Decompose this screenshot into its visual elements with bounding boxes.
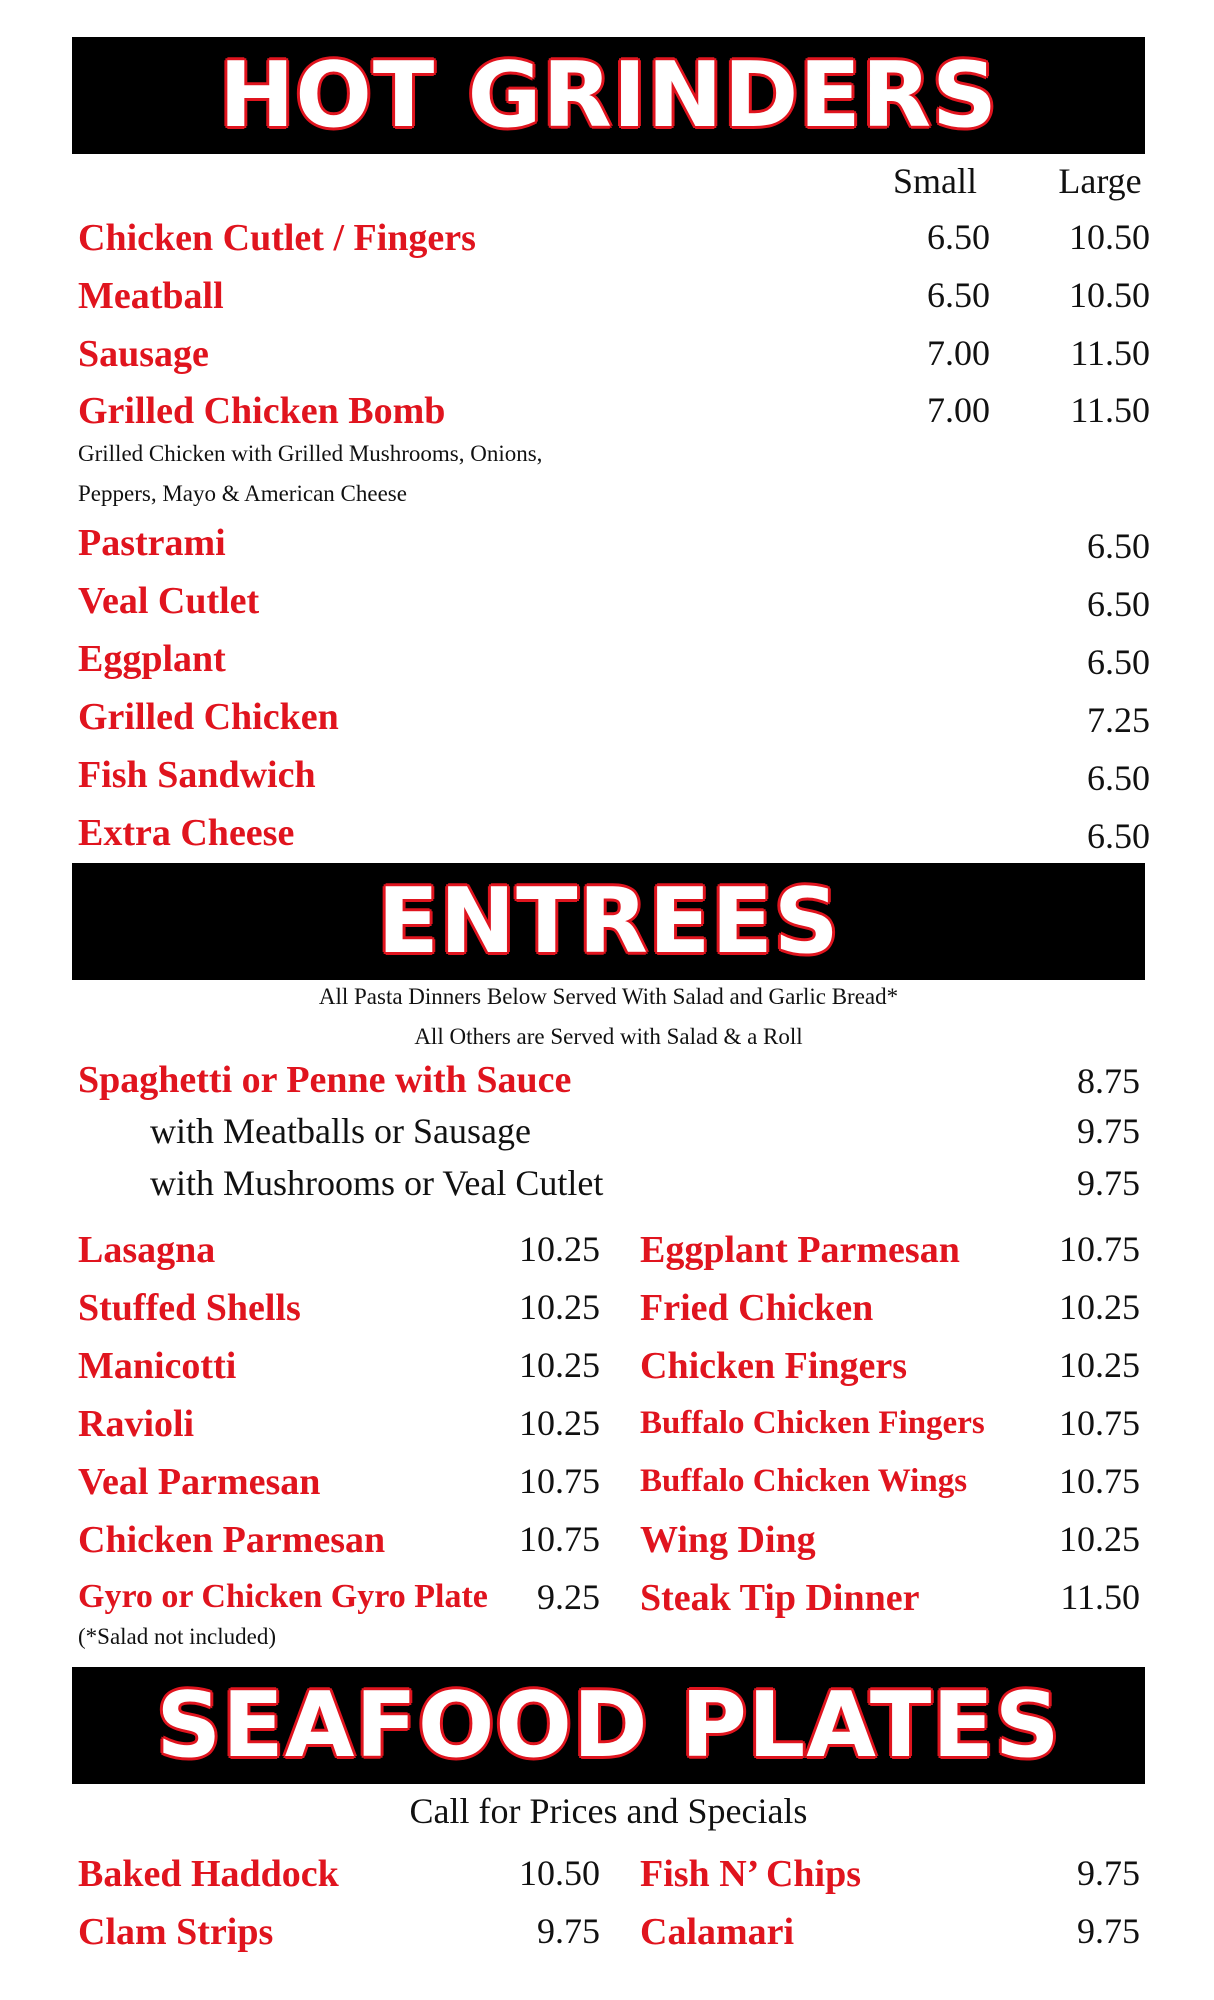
seafood-item-price: 9.75: [1077, 1853, 1140, 1893]
seafood-title: SEAFOOD PLATES: [156, 1672, 1061, 1778]
entree-item-name: Eggplant Parmesan: [640, 1229, 960, 1271]
grinder-item-small-price: 7.00: [927, 333, 990, 373]
grinder-item-price: 6.50: [1087, 758, 1150, 798]
grinder-item-name: Chicken Cutlet / Fingers: [78, 217, 476, 259]
grinder-item-name: Veal Cutlet: [78, 580, 260, 622]
pasta-option-name: with Meatballs or Sausage: [150, 1111, 531, 1151]
pasta-item-name: Spaghetti or Penne with Sauce: [78, 1059, 572, 1101]
grinder-item-large-price: 10.50: [1069, 275, 1150, 315]
entree-item-name: Chicken Fingers: [640, 1345, 908, 1387]
entree-item-price: 10.25: [519, 1345, 600, 1385]
pasta-item-price: 8.75: [1077, 1061, 1140, 1101]
grinder-item-name: Grilled Chicken: [78, 696, 339, 738]
entrees-note-2: All Others are Served with Salad & a Roll: [414, 1024, 803, 1049]
entree-item-name: Fried Chicken: [640, 1287, 874, 1329]
entree-item-price: 10.75: [1059, 1403, 1140, 1443]
entree-item-name: Buffalo Chicken Wings: [640, 1463, 968, 1499]
entree-item-price: 10.75: [519, 1519, 600, 1559]
entree-item-name: Gyro or Chicken Gyro Plate: [78, 1578, 488, 1615]
entree-item-price: 9.25: [537, 1577, 600, 1617]
grinder-item-price: 6.50: [1087, 816, 1150, 856]
grinder-item-name: Eggplant: [78, 638, 226, 680]
entree-item-name: Lasagna: [78, 1229, 216, 1271]
pasta-option-price: 9.75: [1077, 1111, 1140, 1151]
grinder-item-name: Pastrami: [78, 522, 226, 564]
grinder-item-name: Extra Cheese: [78, 812, 295, 854]
entrees-note-1: All Pasta Dinners Below Served With Salad and Garlic Bread*: [318, 984, 899, 1009]
pasta-option-price: 9.75: [1077, 1163, 1140, 1203]
entree-item-price: 10.25: [1059, 1519, 1140, 1559]
entree-item-price: 10.75: [519, 1461, 600, 1501]
col-small-header: Small: [892, 161, 977, 201]
grinder-item-small-price: 7.00: [927, 390, 990, 430]
grinder-item-name: Meatball: [78, 275, 224, 317]
entrees-title: ENTREES: [377, 868, 840, 974]
entree-item-name: Manicotti: [78, 1345, 237, 1387]
grinder-item-price: 7.25: [1087, 700, 1150, 740]
seafood-item-name: Fish N’ Chips: [640, 1853, 862, 1895]
seafood-item-price: 9.75: [537, 1911, 600, 1951]
entree-item-price: 10.75: [1059, 1461, 1140, 1501]
seafood-item-name: Calamari: [640, 1911, 795, 1953]
bomb-description-line-2: Peppers, Mayo & American Cheese: [78, 481, 407, 506]
col-large-header: Large: [1058, 161, 1142, 201]
pasta-option-name: with Mushrooms or Veal Cutlet: [150, 1163, 604, 1203]
entrees-banner: [72, 863, 1145, 980]
seafood-item-price: 10.50: [519, 1853, 600, 1893]
seafood-item-name: Clam Strips: [78, 1911, 274, 1953]
entree-item-name: Stuffed Shells: [78, 1287, 301, 1329]
entree-item-name: Veal Parmesan: [78, 1461, 321, 1503]
seafood-banner: [72, 1667, 1145, 1784]
entree-item-name: Buffalo Chicken Fingers: [640, 1405, 985, 1441]
entree-item-name: Wing Ding: [640, 1519, 816, 1561]
entree-item-price: 10.25: [519, 1403, 600, 1443]
grinder-item-price: 6.50: [1087, 584, 1150, 624]
salad-note: (*Salad not included): [78, 1624, 277, 1649]
seafood-item-name: Baked Haddock: [78, 1853, 339, 1895]
grinder-item-large-price: 10.50: [1069, 217, 1150, 257]
entree-item-price: 10.25: [519, 1287, 600, 1327]
bomb-description-line-1: Grilled Chicken with Grilled Mushrooms, Onions,: [78, 441, 543, 466]
grinder-item-large-price: 11.50: [1070, 333, 1150, 373]
entree-item-price: 10.25: [1059, 1287, 1140, 1327]
entree-item-price: 10.75: [1059, 1229, 1140, 1269]
entree-item-name: Ravioli: [78, 1403, 195, 1445]
grinder-item-name: Fish Sandwich: [78, 754, 316, 796]
entree-item-name: Steak Tip Dinner: [640, 1577, 920, 1619]
entree-item-name: Chicken Parmesan: [78, 1519, 386, 1561]
grinder-item-name: Sausage: [78, 333, 209, 375]
grinder-item-price: 6.50: [1087, 526, 1150, 566]
grinder-item-small-price: 6.50: [927, 217, 990, 257]
grinder-item-large-price: 11.50: [1070, 390, 1150, 430]
hot-grinders-banner: [72, 37, 1145, 154]
grinder-item-price: 6.50: [1087, 642, 1150, 682]
hot-grinders-title: HOT GRINDERS: [219, 42, 998, 148]
entree-item-price: 11.50: [1060, 1577, 1140, 1617]
grinder-item-small-price: 6.50: [927, 275, 990, 315]
seafood-item-price: 9.75: [1077, 1911, 1140, 1951]
seafood-note: Call for Prices and Specials: [409, 1791, 808, 1831]
grinder-item-name: Grilled Chicken Bomb: [78, 390, 446, 432]
entree-item-price: 10.25: [1059, 1345, 1140, 1385]
entree-item-price: 10.25: [519, 1229, 600, 1269]
